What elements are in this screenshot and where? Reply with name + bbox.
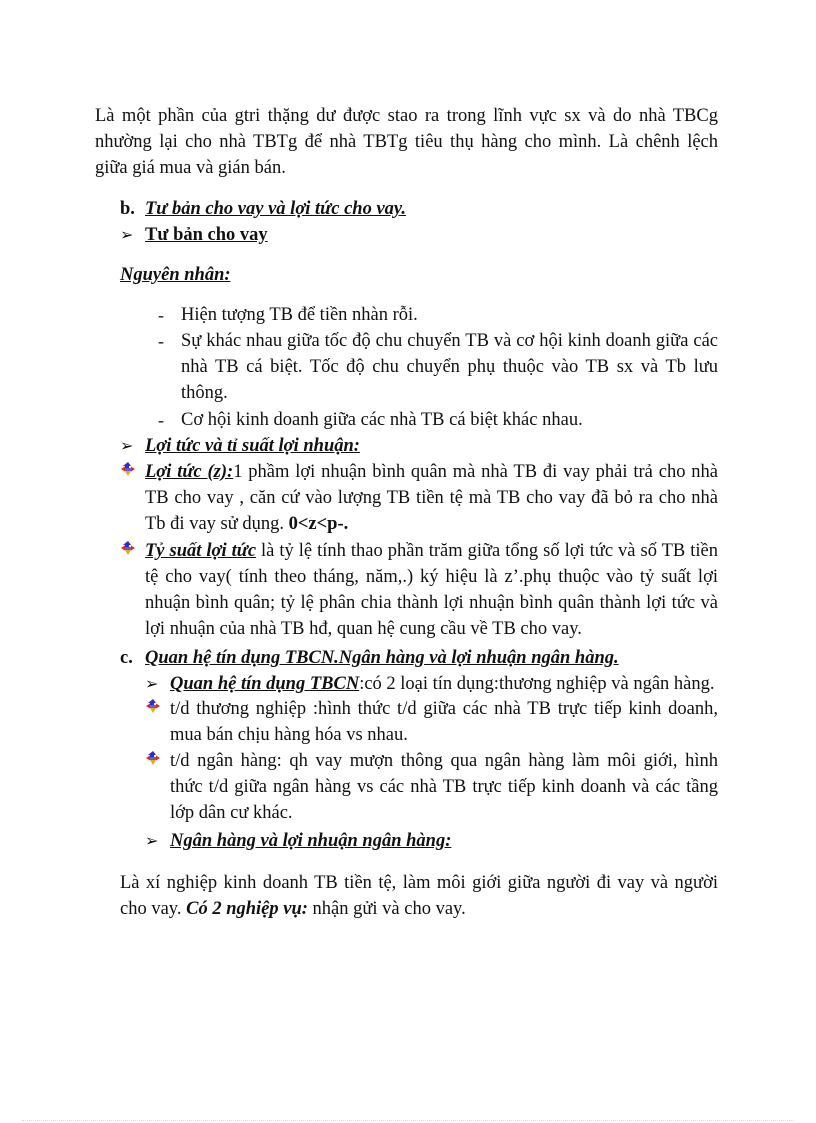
four-arrows-bullet-icon (120, 540, 136, 556)
dash-item-3: Cơ hội kinh doanh giữa các nhà TB cá biệt khác nhau. (181, 410, 583, 430)
four-arrows-bullet-icon (145, 750, 161, 766)
loi-tuc-line-1 (145, 459, 718, 485)
section-b-title: Tư bản cho vay và lợi tức cho vay. (145, 199, 407, 219)
four-arrows-bullet-icon (120, 461, 136, 477)
sub2-title: Lợi tức và tỉ suất lợi nhuận: (145, 436, 360, 456)
nguyen-nhan-title: Nguyên nhân: (120, 265, 231, 285)
section-b-marker: b. (120, 199, 135, 219)
loi-tuc-text-3: Tb đi vay sử dụng. (145, 514, 285, 534)
loi-tuc-line-3 (145, 511, 348, 537)
loi-tuc-text-1: 1 phầm lợi nhuận bình quân mà nhà TB đi vay phải trả cho nhà (233, 462, 719, 482)
arrow-bullet-icon: ➢ (120, 225, 134, 244)
ty-suat-line-2: tệ cho vay( tính theo tháng, năm,.) ký hiệu là z’.phụ thuộc vào tỷ suất lợi (145, 567, 718, 587)
td-ngan-hang-line-2: thức t/d giữa ngân hàng vs các nhà TB trực tiếp kinh doanh và các tầng (170, 777, 718, 797)
dash-item-2-line-3: thông. (181, 383, 228, 403)
dash-bullet: - (158, 331, 164, 351)
arrow-bullet-icon: ➢ (120, 436, 134, 455)
intro-line-1: Là một phần của gtri thặng dư được stao ra trong lĩnh vực sx và do nhà TBCg (95, 106, 718, 126)
loi-tuc-line-2: TB cho vay , căn cứ vào lượng TB tiền tệ mà TB cho vay đã bỏ ra cho nhà (145, 488, 718, 508)
outro-end: nhận gửi và cho vay. (307, 899, 466, 919)
ty-suat-text-1: là tỷ lệ tính thao phần trăm giữa tổng số lợi tức và số TB tiền (256, 541, 718, 561)
quan-he-term: Quan hệ tín dụng TBCN (170, 674, 360, 694)
intro-line-2: nhường lại cho nhà TBTg để nhà TBTg tiêu thụ hàng cho mình. Là chênh lệch (95, 132, 718, 152)
td-thuong-line-2: mua bán chịu hàng hóa vs nhau. (170, 725, 408, 745)
loi-tuc-formula: 0<z<p-. (288, 514, 349, 534)
outro-line-1: Là xí nghiệp kinh doanh TB tiền tệ, làm môi giới giữa người đi vay và người (120, 873, 718, 893)
sub1-title: Tư bản cho vay (145, 225, 268, 245)
sub3-title: Ngân hàng và lợi nhuận ngân hàng: (170, 831, 452, 851)
ty-suat-line-1 (145, 538, 718, 564)
dash-item-2-line-2: nhà TB cá biệt. Tốc độ chu chuyển phụ thuộc vào TB sx và Tb lưu (181, 357, 718, 377)
ty-suat-line-4: lợi nhuận của nhà TB hđ, quan hệ cung cầu về TB cho vay. (145, 619, 582, 639)
outro-bold: Có 2 nghiệp vụ: (186, 899, 308, 919)
arrow-bullet-icon: ➢ (145, 831, 159, 850)
outro-line-2 (120, 896, 466, 922)
td-ngan-hang-line-1: t/d ngân hàng: qh vay mượn thông qua ngân hàng làm môi giới, hình (170, 751, 718, 771)
ty-suat-line-3: nhuận bình quân; tỷ lệ phân chia thành lợi nhuận bình quân thành lợi tức và (145, 593, 718, 613)
dash-bullet: - (158, 410, 164, 430)
td-thuong-line-1: t/d thương nghiệp :hình thức t/d giữa các nhà TB trực tiếp kinh doanh, (170, 699, 718, 719)
outro-start: cho vay. (120, 899, 187, 919)
loi-tuc-term: Lợi tức (z): (145, 462, 234, 482)
quan-he-rest: :có 2 loại tín dụng:thương nghiệp và ngân hàng. (359, 674, 715, 694)
dash-bullet: - (158, 305, 164, 325)
arrow-bullet-icon: ➢ (145, 674, 159, 693)
dash-item-2-line-1: Sự khác nhau giữa tốc độ chu chuyển TB và cơ hội kinh doanh giữa các (181, 331, 718, 351)
intro-line-3: giữa giá mua và gián bán. (95, 158, 286, 178)
ty-suat-term: Tỷ suất lợi tức (145, 541, 257, 561)
dash-item-1: Hiện tượng TB để tiền nhàn rỗi. (181, 305, 418, 325)
footer-divider (22, 1120, 794, 1121)
four-arrows-bullet-icon (145, 698, 161, 714)
quan-he-line (170, 671, 715, 697)
td-ngan-hang-line-3: lớp dân cư khác. (170, 803, 293, 823)
section-c-title: Quan hệ tín dụng TBCN.Ngân hàng và lợi nhuận ngân hàng. (145, 648, 619, 668)
section-c-marker: c. (120, 648, 133, 668)
